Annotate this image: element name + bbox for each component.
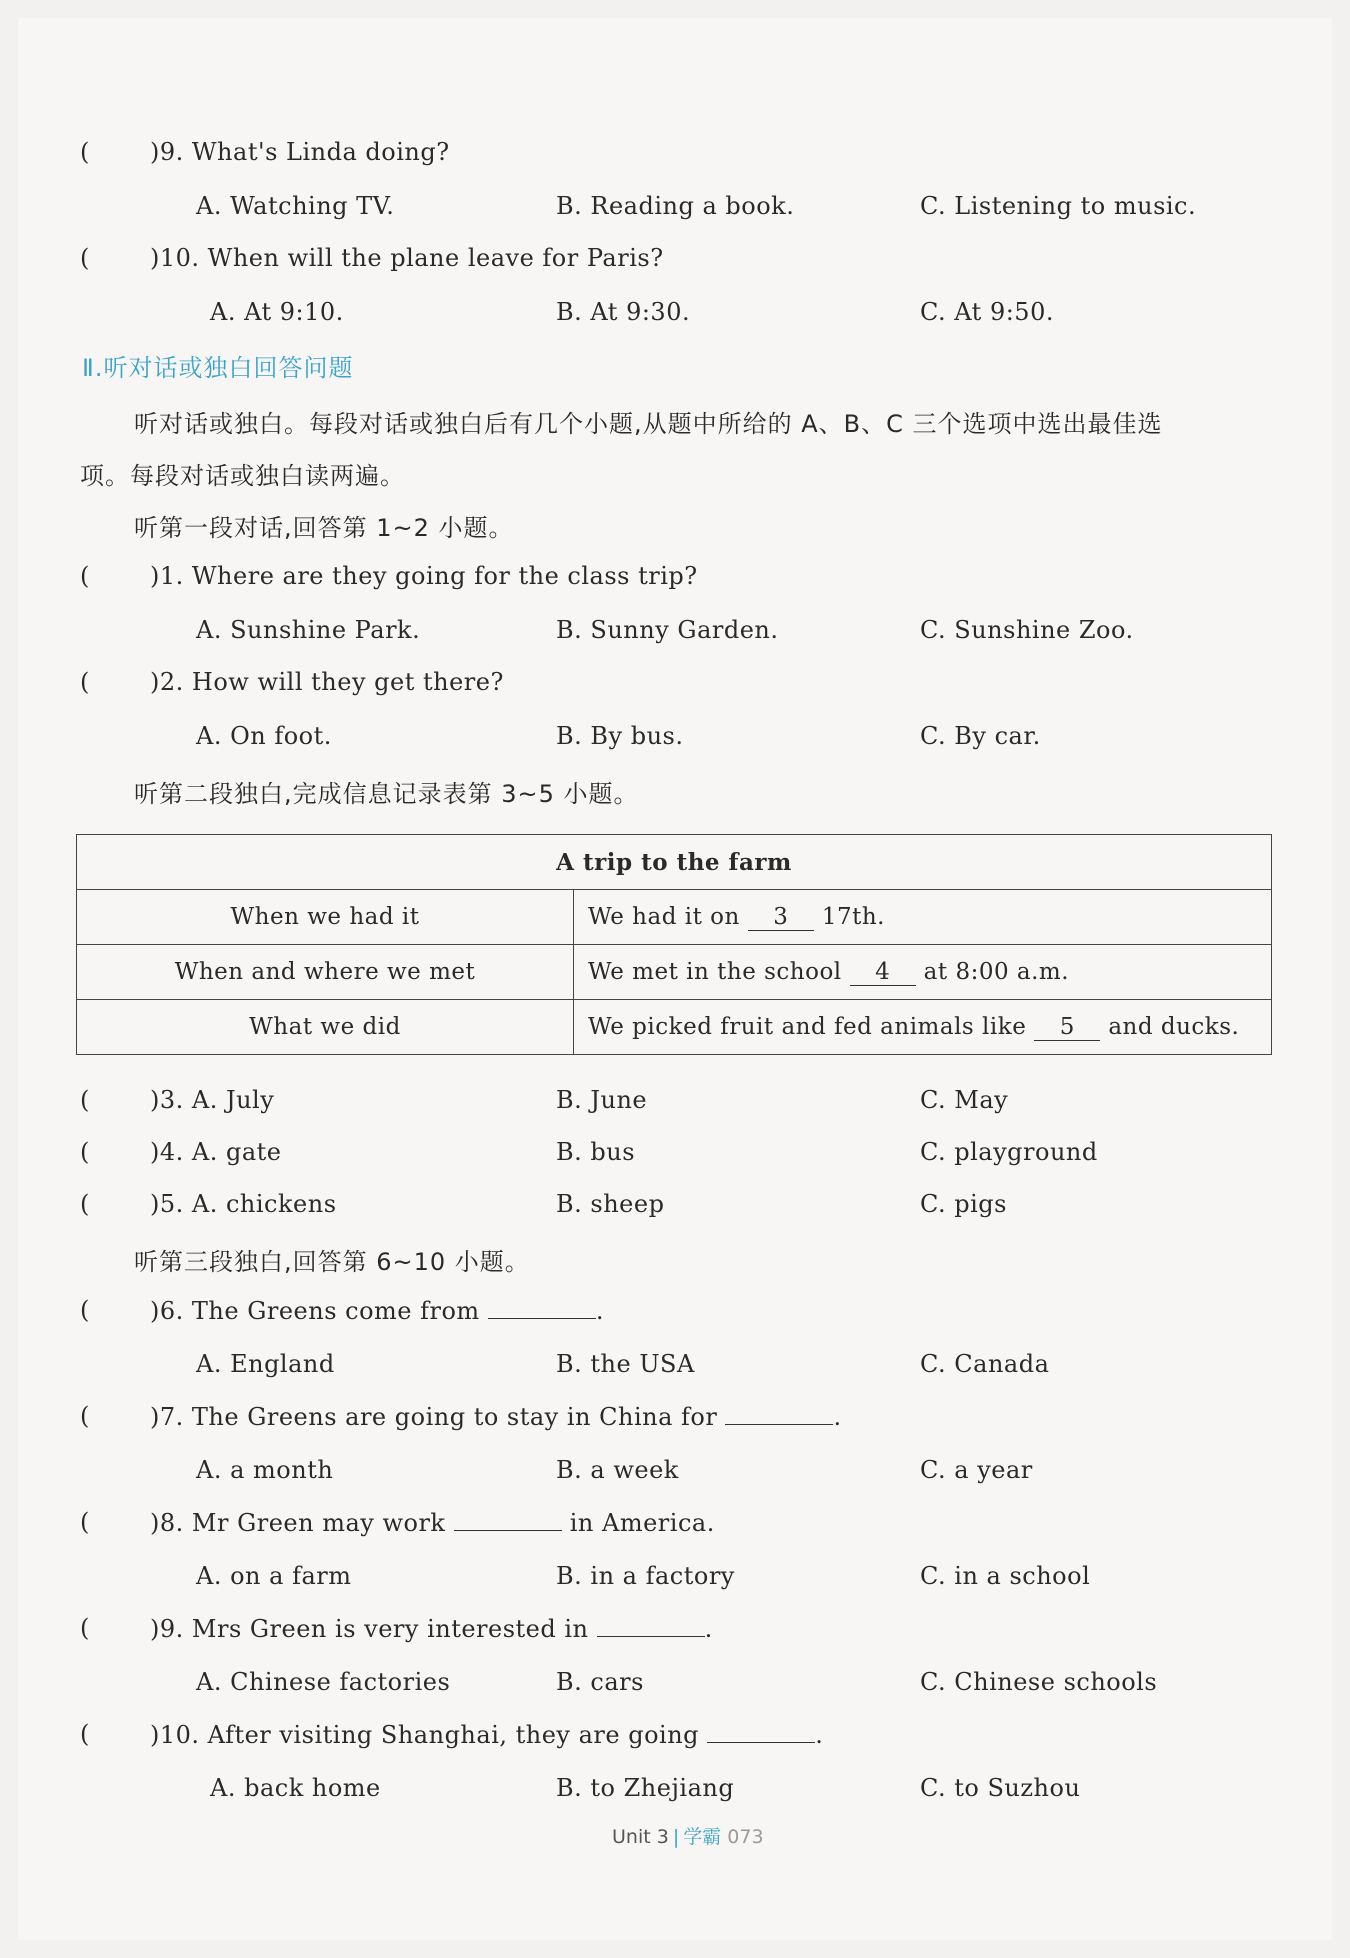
option-b: B. Reading a book. bbox=[556, 192, 795, 220]
option-b: B. By bus. bbox=[556, 722, 684, 750]
table-title: A trip to the farm bbox=[77, 835, 1272, 890]
blank-4[interactable]: 4 bbox=[850, 959, 916, 986]
dialog-1-instruction: 听第一段对话,回答第 1~2 小题。 bbox=[134, 514, 514, 542]
question-stem: )10. When will the plane leave for Paris? bbox=[150, 244, 664, 272]
option-b: B. cars bbox=[556, 1668, 644, 1696]
fill-blank bbox=[488, 1296, 596, 1319]
option-b: B. bus bbox=[556, 1138, 636, 1166]
option-b: B. Sunny Garden. bbox=[556, 616, 779, 644]
page-number: 073 bbox=[727, 1826, 764, 1848]
row-text: 17th. bbox=[821, 903, 885, 930]
table-row bbox=[77, 945, 1272, 1000]
instructions-line-1: 听对话或独白。每段对话或独白后有几个小题,从题中所给的 A、B、C 三个选项中选出最佳选 bbox=[134, 410, 1163, 438]
stem-end: . bbox=[595, 1297, 604, 1325]
table-row bbox=[77, 890, 1272, 945]
option-b: B. sheep bbox=[556, 1190, 665, 1218]
option-b: B. the USA bbox=[556, 1350, 695, 1378]
option-c: C. playground bbox=[920, 1138, 1098, 1166]
fill-blank bbox=[454, 1508, 562, 1531]
stem-text: )7. The Greens are going to stay in China for bbox=[150, 1403, 718, 1431]
answer-paren[interactable]: ( bbox=[80, 244, 90, 272]
option-a: A. on a farm bbox=[196, 1562, 352, 1590]
question-stem bbox=[150, 1720, 823, 1749]
fill-blank bbox=[725, 1402, 833, 1425]
answer-paren[interactable]: ( bbox=[80, 1190, 90, 1218]
instructions-line-2: 项。每段对话或独白读两遍。 bbox=[80, 462, 405, 490]
option-b: B. to Zhejiang bbox=[556, 1774, 735, 1802]
option-b: B. in a factory bbox=[556, 1562, 735, 1590]
footer-separator: | bbox=[672, 1826, 680, 1848]
row-text: We met in the school bbox=[588, 958, 842, 985]
fill-blank bbox=[707, 1720, 815, 1743]
option-a: A. Watching TV. bbox=[196, 192, 395, 220]
option-c: C. pigs bbox=[920, 1190, 1007, 1218]
row-text: We picked fruit and fed animals like bbox=[588, 1013, 1027, 1040]
option-b: B. a week bbox=[556, 1456, 679, 1484]
answer-paren[interactable]: ( bbox=[80, 1138, 90, 1166]
answer-paren[interactable]: ( bbox=[80, 138, 90, 166]
option-b: B. June bbox=[556, 1086, 648, 1114]
answer-paren[interactable]: ( bbox=[80, 668, 90, 696]
row-content bbox=[574, 890, 1272, 945]
question-stem: )1. Where are they going for the class trip? bbox=[150, 562, 698, 590]
row-content bbox=[574, 945, 1272, 1000]
option-a: A. a month bbox=[196, 1456, 334, 1484]
row-text: and ducks. bbox=[1108, 1013, 1240, 1040]
option-a: A. On foot. bbox=[196, 722, 332, 750]
dialog-2-instruction: 听第二段独白,完成信息记录表第 3~5 小题。 bbox=[134, 780, 639, 808]
info-record-table bbox=[76, 834, 1272, 1055]
option-a: A. Sunshine Park. bbox=[196, 616, 421, 644]
answer-paren[interactable]: ( bbox=[80, 1296, 90, 1324]
option-c: C. in a school bbox=[920, 1562, 1091, 1590]
answer-paren[interactable]: ( bbox=[80, 1720, 90, 1748]
answer-paren[interactable]: ( bbox=[80, 1086, 90, 1114]
question-stem: )5. A. chickens bbox=[150, 1190, 337, 1218]
stem-end: in America. bbox=[569, 1509, 715, 1537]
stem-text: )9. Mrs Green is very interested in bbox=[150, 1615, 589, 1643]
page-footer bbox=[612, 1822, 764, 1849]
option-c: C. Listening to music. bbox=[920, 192, 1197, 220]
stem-text: )8. Mr Green may work bbox=[150, 1509, 446, 1537]
stem-end: . bbox=[704, 1615, 713, 1643]
question-stem: )4. A. gate bbox=[150, 1138, 282, 1166]
stem-end: . bbox=[833, 1403, 842, 1431]
option-b: B. At 9:30. bbox=[556, 298, 691, 326]
row-content bbox=[574, 1000, 1272, 1055]
row-label: What we did bbox=[77, 1000, 574, 1055]
blank-5[interactable]: 5 bbox=[1034, 1014, 1100, 1041]
brand-label: 学霸 bbox=[683, 1826, 722, 1848]
option-c: C. to Suzhou bbox=[920, 1774, 1081, 1802]
option-a: A. At 9:10. bbox=[210, 298, 344, 326]
option-c: C. Chinese schools bbox=[920, 1668, 1158, 1696]
answer-paren[interactable]: ( bbox=[80, 562, 90, 590]
option-a: A. England bbox=[196, 1350, 335, 1378]
question-stem: )2. How will they get there? bbox=[150, 668, 504, 696]
dialog-3-instruction: 听第三段独白,回答第 6~10 小题。 bbox=[134, 1248, 530, 1276]
question-stem bbox=[150, 1402, 842, 1431]
option-c: C. a year bbox=[920, 1456, 1033, 1484]
stem-text: )10. After visiting Shanghai, they are going bbox=[150, 1721, 700, 1749]
option-c: C. Canada bbox=[920, 1350, 1050, 1378]
stem-text: )6. The Greens come from bbox=[150, 1297, 480, 1325]
row-text: We had it on bbox=[588, 903, 740, 930]
option-c: C. May bbox=[920, 1086, 1009, 1114]
answer-paren[interactable]: ( bbox=[80, 1402, 90, 1430]
option-c: C. At 9:50. bbox=[920, 298, 1054, 326]
table-row bbox=[77, 1000, 1272, 1055]
option-c: C. Sunshine Zoo. bbox=[920, 616, 1134, 644]
row-label: When and where we met bbox=[77, 945, 574, 1000]
unit-label: Unit 3 bbox=[612, 1826, 669, 1848]
question-stem: )3. A. July bbox=[150, 1086, 275, 1114]
question-stem bbox=[150, 1296, 604, 1325]
question-stem: )9. What's Linda doing? bbox=[150, 138, 450, 166]
option-a: A. back home bbox=[210, 1774, 381, 1802]
answer-paren[interactable]: ( bbox=[80, 1508, 90, 1536]
question-stem bbox=[150, 1508, 715, 1537]
option-a: A. Chinese factories bbox=[196, 1668, 451, 1696]
section-title: Ⅱ.听对话或独白回答问题 bbox=[82, 354, 354, 382]
answer-paren[interactable]: ( bbox=[80, 1614, 90, 1642]
row-text: at 8:00 a.m. bbox=[923, 958, 1070, 985]
question-stem bbox=[150, 1614, 713, 1643]
blank-3[interactable]: 3 bbox=[748, 904, 814, 931]
option-c: C. By car. bbox=[920, 722, 1041, 750]
stem-end: . bbox=[815, 1721, 824, 1749]
row-label: When we had it bbox=[77, 890, 574, 945]
fill-blank bbox=[597, 1614, 705, 1637]
